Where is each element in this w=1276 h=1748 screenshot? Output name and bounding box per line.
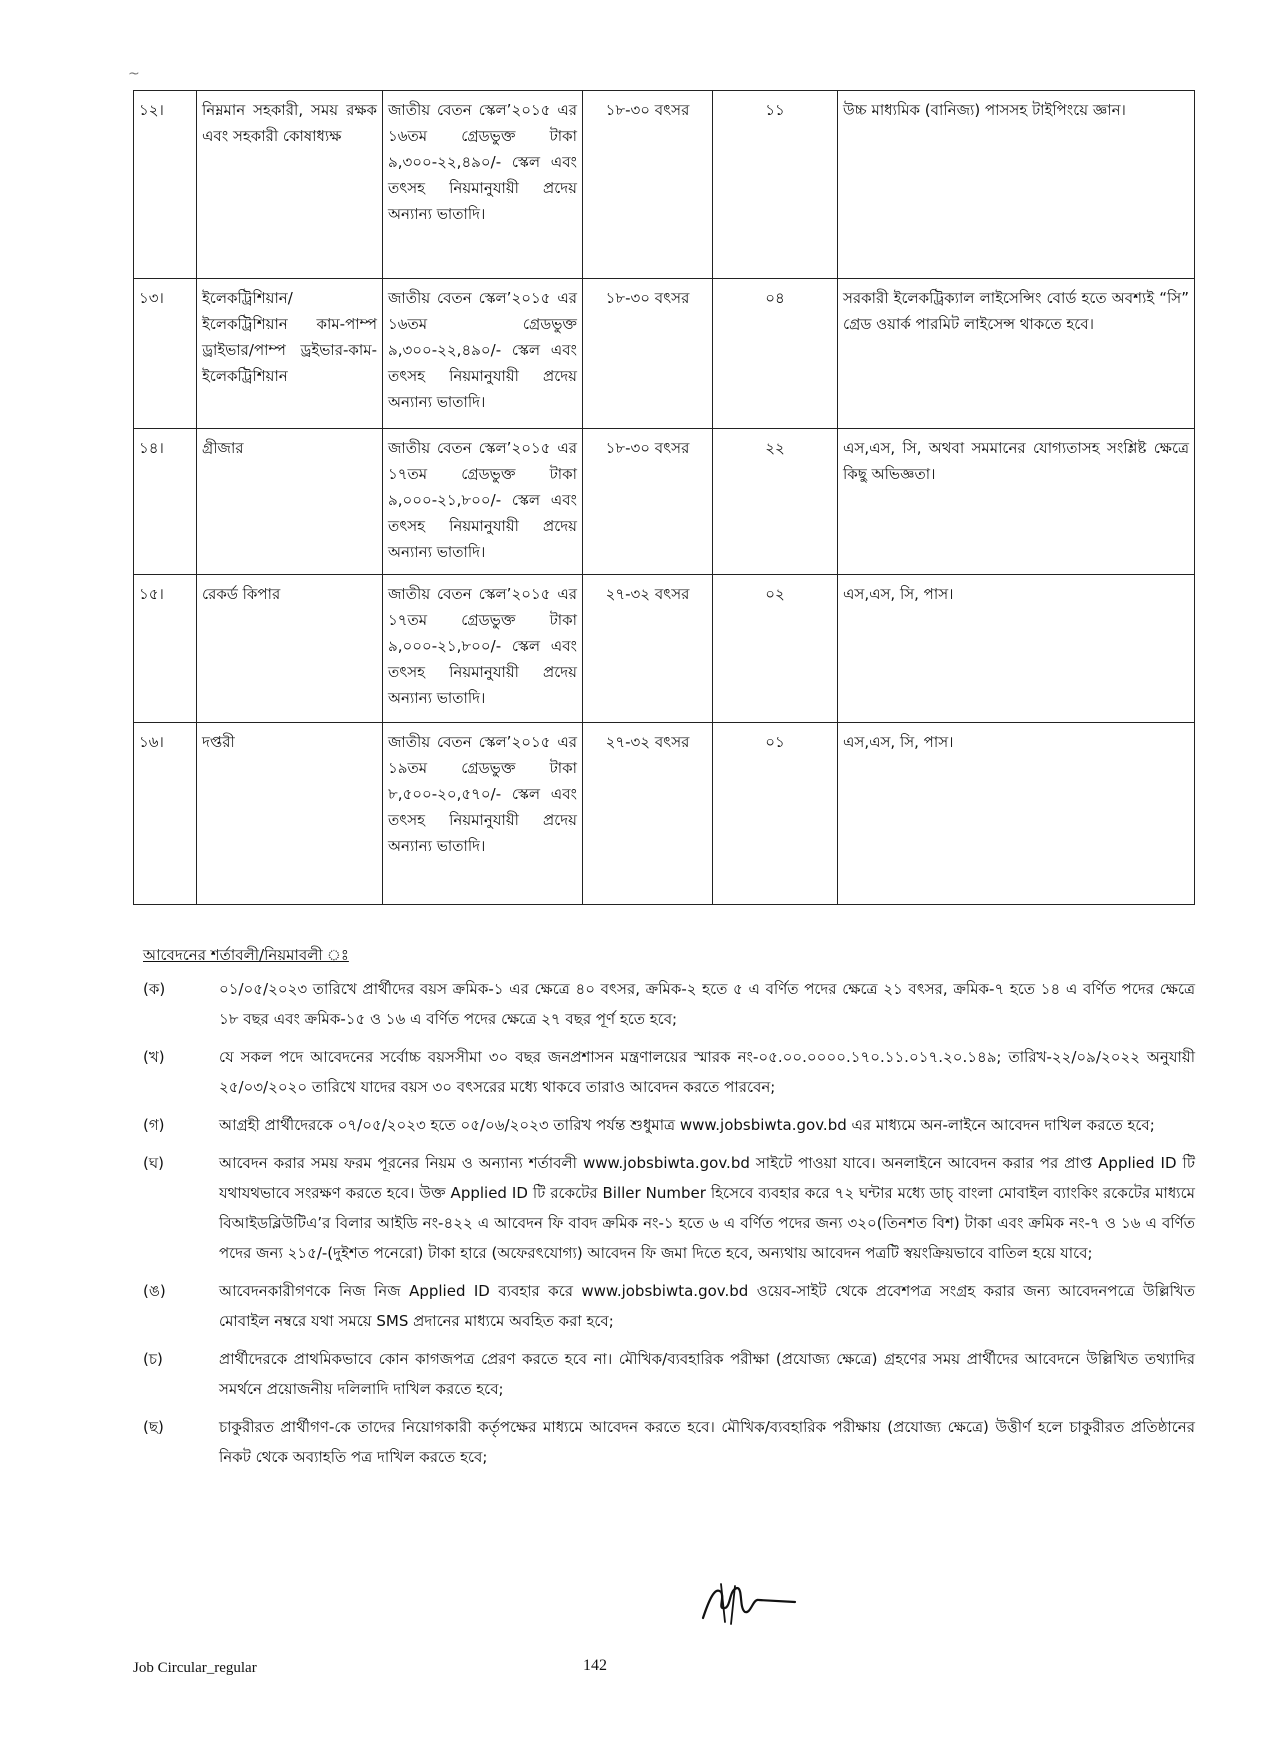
condition-label: (খ) [143,1048,165,1066]
serial-cell: ১৬। [134,723,197,905]
age-limit-cell: ১৮-৩০ বৎসর [583,279,713,429]
document-name: Job Circular_regular [133,1660,257,1676]
serial-cell: ১৫। [134,575,197,723]
condition-label: (ঙ) [143,1282,166,1300]
condition-item [143,1110,1195,1140]
qualification-cell: এস,এস, সি, পাস। [838,723,1195,905]
post-count-cell: ০৪ [713,279,838,429]
pay-scale-cell: জাতীয় বেতন স্কেল’২০১৫ এর ১৭তম গ্রেডভুক্ত টাকা ৯,০০০-২১,৮০০/- স্কেল এবং তৎসহ নিয়মানুযায়ী প্রদেয় অন্যান্য ভাতাদি। [383,429,583,575]
post-name-cell: গ্রীজার [197,429,383,575]
condition-text: আবেদন করার সময় ফরম পূরনের নিয়ম ও অন্যান্য শর্তাবলী www.jobsbiwta.gov.bd সাইটে পাওয়া যাবে। অনলাইনে আবেদন করার পর প্রাপ্ত Applied ID টি যথাযথভাবে সংরক্ষণ করতে হবে। উক্ত Applied ID টি রকেটের Biller Number হিসেবে ব্যবহার করে ৭২ ঘন্টার মধ্যে ডাচ্ বাংলা মোবাইল ব্যাংকিং রকেটের মাধ্যমে বিআইডব্লিউটিএ’র বিলার আইডি নং-৪২২ এ আবেদন ফি বাবদ ক্রমিক নং-১ হতে ৬ এ বর্ণিত পদের জন্য ৩২০(তিনশত বিশ) টাকা এবং ক্রমিক নং-৭ ও ১৬ এ বর্ণিত পদের জন্য ২১৫/-(দুইশত পনেরো) টাকা হারে (অফেরৎযোগ্য) আবেদন ফি জমা দিতে হবে, অন্যথায় আবেদন পত্রটি স্বয়ংক্রিয়ভাবে বাতিল হয়ে যাবে; [219,1154,1195,1262]
serial-cell: ১৪। [134,429,197,575]
table-row [134,575,1195,723]
age-limit-cell: ২৭-৩২ বৎসর [583,723,713,905]
post-count-cell: ০২ [713,575,838,723]
scan-mark: ~ [128,66,140,82]
age-limit-cell: ১৮-৩০ বৎসর [583,429,713,575]
post-count-cell: ২২ [713,429,838,575]
condition-item [143,1412,1195,1472]
condition-item [143,1344,1195,1404]
post-count-cell: ১১ [713,91,838,279]
condition-item [143,1148,1195,1268]
conditions-list [143,974,1195,1472]
serial-cell: ১২। [134,91,197,279]
condition-text: আগ্রহী প্রার্থীদেরকে ০৭/০৫/২০২৩ হতে ০৫/০৬/২০২৩ তারিখ পর্যন্ত শুধুমাত্র www.jobsbiwta.gov.bd এর মাধ্যমে অন-লাইনে আবেদন দাখিল করতে হবে; [219,1116,1155,1134]
age-limit-cell: ২৭-৩২ বৎসর [583,575,713,723]
qualification-cell: এস,এস, সি, পাস। [838,575,1195,723]
condition-label: (গ) [143,1116,165,1134]
condition-label: (চ) [143,1350,163,1368]
condition-text: আবেদনকারীগণকে নিজ নিজ Applied ID ব্যবহার করে www.jobsbiwta.gov.bd ওয়েব-সাইট থেকে প্রবেশপত্র সংগ্রহ করার জন্য আবেদনপত্রে উল্লিখিত মোবাইল নম্বরে যথা সময়ে SMS প্রদানের মাধ্যমে অবহিত করা হবে; [219,1282,1195,1330]
table-row [134,723,1195,905]
post-count-cell: ০১ [713,723,838,905]
posts-table [133,90,1195,905]
conditions-heading: আবেদনের শর্তাবলী/নিয়মাবলী ঃ [143,946,349,964]
table-row [134,91,1195,279]
qualification-cell: উচ্চ মাধ্যমিক (বানিজ্য) পাসসহ টাইপিংয়ে জ্ঞান। [838,91,1195,279]
serial-cell: ১৩। [134,279,197,429]
condition-label: (ঘ) [143,1154,164,1172]
qualification-cell: সরকারী ইলেকট্রিক্যাল লাইসেন্সিং বোর্ড হতে অবশ্যই “সি” গ্রেড ওয়ার্ক পারমিট লাইসেন্স থাকতে হবে। [838,279,1195,429]
page-number: 142 [583,1657,607,1674]
table-row [134,429,1195,575]
pay-scale-cell: জাতীয় বেতন স্কেল’২০১৫ এর ১৭তম গ্রেডভুক্ত টাকা ৯,০০০-২১,৮০০/- স্কেল এবং তৎসহ নিয়মানুযায়ী প্রদেয় অন্যান্য ভাতাদি। [383,575,583,723]
condition-text: ০১/০৫/২০২৩ তারিখে প্রার্থীদের বয়স ক্রমিক-১ এর ক্ষেত্রে ৪০ বৎসর, ক্রমিক-২ হতে ৫ এ বর্ণিত পদের ক্ষেত্রে ২১ বৎসর, ক্রমিক-৭ হতে ১৪ এ বর্ণিত পদের ক্ষেত্রে ১৮ বছর এবং ক্রমিক-১৫ ও ১৬ এ বর্ণিত পদের ক্ষেত্রে ২৭ বছর পূর্ণ হতে হবে; [219,980,1195,1028]
condition-text: প্রার্থীদেরকে প্রাথমিকভাবে কোন কাগজপত্র প্রেরণ করতে হবে না। মৌখিক/ব্যবহারিক পরীক্ষা (প্রযোজ্য ক্ষেত্রে) গ্রহণের সময় প্রার্থীদের আবেদনে উল্লিখিত তথ্যাদির সমর্থনে প্রয়োজনীয় দলিলাদি দাখিল করতে হবে; [219,1350,1195,1398]
post-name-cell: নিম্নমান সহকারী, সময় রক্ষক এবং সহকারী কোষাধ্যক্ষ [197,91,383,279]
pay-scale-cell: জাতীয় বেতন স্কেল’২০১৫ এর ১৯তম গ্রেডভুক্ত টাকা ৮,৫০০-২০,৫৭০/- স্কেল এবং তৎসহ নিয়মানুযায়ী প্রদেয় অন্যান্য ভাতাদি। [383,723,583,905]
condition-item [143,974,1195,1034]
condition-text: চাকুরীরত প্রার্থীগণ-কে তাদের নিয়োগকারী কর্তৃপক্ষের মাধ্যমে আবেদন করতে হবে। মৌখিক/ব্যবহারিক পরীক্ষায় (প্রযোজ্য ক্ষেত্রে) উত্তীর্ণ হলে চাকুরীরত প্রতিষ্ঠানের নিকট থেকে অব্যাহতি পত্র দাখিল করতে হবে; [219,1418,1195,1466]
post-name-cell: দপ্তরী [197,723,383,905]
post-name-cell: রেকর্ড কিপার [197,575,383,723]
table-row [134,279,1195,429]
pay-scale-cell: জাতীয় বেতন স্কেল’২০১৫ এর ১৬তম গ্রেডভুক্ত টাকা ৯,৩০০-২২,৪৯০/- স্কেল এবং তৎসহ নিয়মানুযায়ী প্রদেয় অন্যান্য ভাতাদি। [383,91,583,279]
qualification-cell: এস,এস, সি, অথবা সমমানের যোগ্যতাসহ সংশ্লিষ্ট ক্ষেত্রে কিছু অভিজ্ঞতা। [838,429,1195,575]
condition-text: যে সকল পদে আবেদনের সর্বোচ্চ বয়সসীমা ৩০ বছর জনপ্রশাসন মন্ত্রণালয়ের স্মারক নং-০৫.০০.০০০০.১৭০.১১.০১৭.২০.১৪৯; তারিখ-২২/০৯/২০২২ অনুযায়ী ২৫/০৩/২০২০ তারিখে যাদের বয়স ৩০ বৎসরের মধ্যে থাকবে তারাও আবেদন করতে পারবেন; [219,1048,1195,1096]
condition-label: (ছ) [143,1418,164,1436]
post-name-cell: ইলেকট্রিশিয়ান/ ইলেকট্রিশিয়ান কাম-পাম্প ড্রাইভার/পাম্প ড্রইভার-কাম-ইলেকট্রিশিয়ান [197,279,383,429]
signature [695,1578,805,1628]
condition-item [143,1042,1195,1102]
condition-item [143,1276,1195,1336]
condition-label: (ক) [143,980,166,998]
age-limit-cell: ১৮-৩০ বৎসর [583,91,713,279]
pay-scale-cell: জাতীয় বেতন স্কেল’২০১৫ এর ১৬তম গ্রেডভুক্ত ৯,৩০০-২২,৪৯০/- স্কেল এবং তৎসহ নিয়মানুযায়ী প্রদেয় অন্যান্য ভাতাদি। [383,279,583,429]
